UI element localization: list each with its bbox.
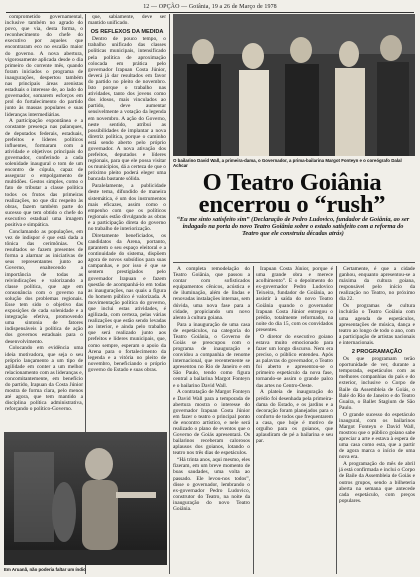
article-column-4	[256, 266, 333, 574]
column-divider	[336, 266, 337, 574]
paragraph: Conclamando as populações, em vez de indispor é que está dada a tônica das cerimônias. Os resultados se fazem presentes de forma a alarmar as iniciativas de seus representantes junto ao Governo, enaltecendo a importância de todas as reivindicações e valorizando a classe política, que age em consonância com o governo na solução dos problemas regionais. Esse tem sido o objetivo das exposições de cada solenidade e a integração efetiva, promovendo uma sintonia de fatores indispensáveis à política de ação dos governos estaduais para o desenvolvimento.	[5, 228, 83, 345]
paragraph: Diretamente beneficiados, os candidatos da Arena, portanto, garantem o seu espaço eleitoral e a continuidade do sistema, dispõem agora de novos subsídios para suas campanhas, e por isso é que se sentem prestigiados pelo governador Irapuan e fazem questão de acompanhá-lo em todas as inaugurações, nas quais a figura do homem público é valorizada. A movimentação política do governo, que inclui estas atividades, é agilizada, com certeza, pelas várias realizações que estão sendo levadas ao interior, e ainda pelo trabalho que será realizado junto aos prefeitos e líderes municipais, que, como sempre, esperam o apoio da Arena para o fortalecimento da legenda e a vitória no pleito de novembro, beneficiando o próprio governo do Estado e suas obras.	[88, 232, 166, 373]
photo-caption: O bailarino David Wall, a primeira-dama, o Governador, a prima-bailarina Margot Fonteyn e o coreógrafo Dalal Achcar	[173, 158, 402, 168]
article-headline	[170, 169, 414, 218]
paragraph: A plateia de inauguração do prédio foi desenhada pela primeira-dama do Estado, e os jardins e a decoração foram planejados para o conforto de todos que frequentarem a casa, que hoje é motivo de orgulho para os goianos, que aplaudiram de pé a bailarina e seu par.	[256, 389, 333, 445]
paragraph: comprometido governamental, inclusive também no agrado do povo, que via, desta forma, o reconhecimento do chefe do executivo por aqueles que encontraram eco no escalão maior do governo. A nova abertura, vigorosamente aplicada desde o dia primeiro do corrente mês, quando foram iniciados o programa de inaugurações, despertou também nas principais áreas arenistas estaduais o interesse de, ao lado do governador, somarem esforços em prol do fortalecimento do partido junto às massas populares e suas lideranças intermediárias.	[5, 14, 83, 118]
deck-divider	[173, 262, 415, 263]
paragraph: Irapuan Costa Júnior, porque é uma grande obra e merece acolhimento”. E o depoimento do ex-governador Pedro Ludovico Teixeira, fundador de Goiânia, ao assistir à saída do novo Teatro Goiânia quando o governador Irapuan Costa Júnior entregou o prédio, totalmente reformado, na noite do dia 15, com os convidados presentes.	[256, 266, 333, 333]
paragraph: A participação expontânea e a constante presença nas palanques, de deputados federais, estaduais, prefeitos e líderes políticos influentes, formaram com a atividade e objetivos principais do governador, conferindo a cada solenidade inaugural o tom de um encontro de cúpula, capaz de assegurar o empolgamento de multidões. Gestos simples, como o fato de tributar a classe política todos os frutos das primeiras realizações, no que diz respeito às obras, fazem também parte do sucesso que tem obtido o chefe do executivo estadual uma imagem positiva e simpática.	[5, 118, 83, 228]
headline-line-1: O Teatro Goiânia	[202, 169, 382, 196]
paragraph: A programação do mês de abril já está confirmada e inclui o Corpo de Baile da Assembleia de Goiás e outros grupos, sendo a bilheteria aberta na semana que antecede cada espetáculo, com preços populares.	[339, 461, 415, 504]
headline-line-2: encerrou o “rush”	[198, 191, 386, 218]
column-divider	[169, 14, 170, 574]
photo-ballet-guests	[173, 14, 415, 156]
paragraph: Paralelamente, a publicidade deste tema, difundido de maneira sistemática, é um dos instrumentos mais eficazes, assim como o empenho com que os políticos regionais estão divulgando as obras e a participação direta do governo no trabalho de interiorização.	[88, 183, 166, 232]
article-column-5	[339, 266, 415, 574]
photo-caption: Em Aruanã, não poderia faltar um índio	[4, 567, 86, 572]
article-column-2	[88, 14, 166, 426]
section-subhead: 2 PROGRAMAÇÃO	[351, 349, 403, 356]
section-subhead: OS REFLEXOS DA MEDIDA	[90, 29, 164, 36]
paragraph: “Há trinta anos, aqui mesmo, eles fizeram, em um breve momento de boas saudades, uma volta ao passado. Ele levou-nos todos”, disse o governador, lembrando o ex-governador Pedro Ludovico, construtor do Teatro, na noite da inauguração do novo Teatro Goiânia.	[173, 457, 250, 513]
photo-indian-aruana	[4, 432, 167, 565]
page-header: 12 — OPÇÃO — Goiânia, 19 a 26 de Março de 1978	[6, 3, 414, 13]
article-column-3	[173, 266, 250, 574]
paragraph: O diretor do executivo goiano estava muito emocionado para fazer um longo discurso. Nem era preciso, o público entendeu. Após as palavras do governador, o Teatro foi aberto e apresentou-se o primeiro espetáculo da nova fase, tornando-se assim o grande palco das artes no Centro-Oeste.	[256, 333, 333, 389]
article-deck: “Eu me sinto satisfeito sim” (Declaração de Pedro Ludovico, fundador de Goiânia, ao ser indagado na porta do novo Teatro Goiânia sobre o estado satisfeito com a reforma do Teatro que ele construiu décadas atrás)	[176, 216, 410, 237]
paragraph: Colocando em evidência uma ideia motivadora, que seja o seu próprio lançamento a um tipo de agilidade em conter a um melhor relacionamento com as lideranças e, concomitantemente, em benefício do partido, Irapuan da Costa Júnior mostra de forma clara, pelo menos até agora, que tem mantido a disciplina política administrativa, reforçando o político-Governo.	[5, 345, 83, 413]
photo-image	[173, 14, 415, 156]
paragraph: O grande sucesso do espetáculo inaugural, com os bailarinos Margot Fonteyn e David Wall, mostrou que o público goiano sabe apreciar a arte e estava à espera de uma casa como esta, que a partir de agora marca o início de uma nova era.	[339, 411, 415, 461]
paragraph: Para a inauguração de uma casa de espetáculos, na categoria do Teatro Goiânia, o Governo de Goiás se preocupou com o programa de inauguração e convidou a companhia de renome internacional, que recentemente se apresentou no Rio de Janeiro e em São Paulo, tendo como figura central a bailarina Margot Fonteyn e o bailarino David Wall.	[173, 321, 250, 389]
paragraph: Os programas de cultura incluirão o Teatro Goiânia com uma agenda de espetáculos, apresentações de música, dança e teatro ao longo de todo o ano, com a participação de artistas nacionais e internacionais.	[339, 303, 415, 346]
photo-image	[4, 432, 167, 565]
paragraph: A completa remodelação do Teatro Goiânia, que passou a contar com sofisticados equipamentos cênicos, acústica e de iluminação, além de lindas e renovadas instalações internas, sem dúvida, uma nova fase para a cidade, propiciando um novo alento à cultura goiana.	[173, 266, 250, 321]
paragraph: A contratação de Margot Fonteyn e David Wall para a temporada de abertura mostra o interesse do governador Irapuan Costa Júnior em fazer o teatro o principal ponto de encontro artístico, e nele será realizado o plano de eventos que o Governo de Goiás apresentará. Os bailarinos receberam calorosos aplausos dos goianos, lotando o teatro nos três dias de espetáculos.	[173, 389, 250, 457]
paragraph: que, sabiamente, deve ser mantido unificado.	[88, 14, 166, 27]
paragraph: Certamente, é que a cidade ganhou, enquanto apresentou-se a máxima da cultura goiana, responsável pelo início da realização no Teatro, no próximo dia 22.	[339, 266, 415, 303]
column-divider	[253, 266, 254, 574]
paragraph: Os que programam terão oportunidade de ver, durante a temporada, espetáculos com as melhores companhias do país e do exterior, inclusive o Corpo de Baile da Assembleia de Goiás, o Balé do Rio de Janeiro e do Teatro Guaíra, o Ballet Stagium de São Paulo.	[339, 356, 415, 411]
paragraph: Dentro de pouco tempo, o trabalho unificado das classes políticas municipais, intensificado pela política de aproximação colocada em prática pelo governador Irapuan Costa Júnior, deverá já dar resultados em favor do partido no pleito de novembro. Isto porque o trabalho nas atividades, tanto dos jovens como dos idosos, mais vinculados ao partido, deve aumentar sensivelmente a votação da legenda em novembro. A ação do Governo, neste sentido, atribui as possibilidades de implantar a nova diretriz política, porque o caminho está sendo aberto pelo próprio governador. A nova ativação dos prefeitos, deputados e líderes regionais, para que ele possa visitar os municípios, dá a certeza de que o próximo pleito poderá eleger uma bancada bastante sólida.	[88, 36, 166, 183]
